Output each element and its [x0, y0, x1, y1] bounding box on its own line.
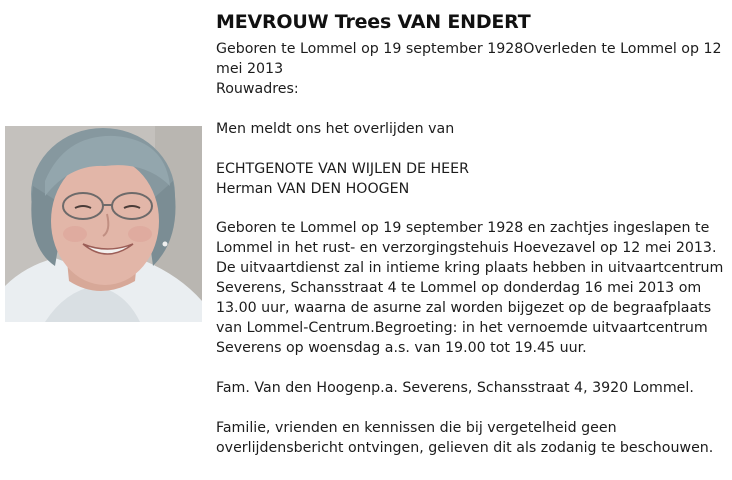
born-died-line: Geboren te Lommel op 19 september 1928Overleden te Lommel op 12 mei 2013: [216, 41, 722, 77]
obituary-notice: [216, 10, 726, 458]
notice-title: MEVROUW Trees VAN ENDERT: [216, 11, 531, 33]
portrait-photo: [5, 126, 202, 322]
mourning-address: Rouwadres:: [216, 81, 299, 97]
family-address: Fam. Van den Hoogenp.a. Severens, Schansstraat 4, 3920 Lommel.: [216, 380, 694, 396]
intro-text: Men meldt ons het overlijden van: [216, 121, 455, 137]
closing-text: Familie, vrienden en kennissen die bij vergetelheid geen overlijdensbericht ontvingen, gelieven dit als zodanig te beschouwen.: [216, 420, 714, 456]
spouse-line-2: Herman VAN DEN HOOGEN: [216, 181, 410, 197]
body-text: Geboren te Lommel op 19 september 1928 en zachtjes ingeslapen te Lommel in het rust- en verzorgingstehuis Hoevezavel op 12 mei 2013. De uitvaartdienst zal in intieme kring plaats hebben in uitvaartcentrum Severens, Schansstraat 4 te Lommel op donderdag 16 mei 2013 om 13.00 uur, waarna de asurne zal worden bijgezet op de begraafplaats van Lommel-Centrum.Begroeting: in het vernoemde uitvaartcentrum Severens op woensdag a.s. van 19.00 tot 19.45 uur.: [216, 220, 724, 356]
spouse-line-1: ECHTGENOTE VAN WIJLEN DE HEER: [216, 161, 469, 177]
portrait-image: [5, 126, 202, 322]
